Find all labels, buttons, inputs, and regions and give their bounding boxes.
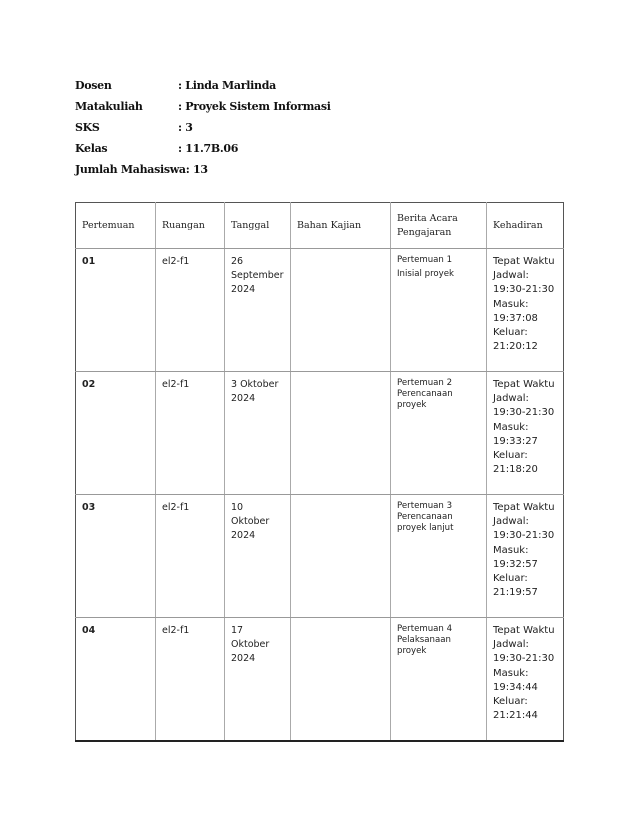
jadwal-value: 19:30-21:30: [493, 284, 555, 296]
cell-kehadiran: [487, 618, 564, 742]
course-info: [75, 75, 435, 180]
kelas-label: Kelas: [75, 142, 108, 155]
cell-ruangan: el2-f1: [156, 372, 225, 495]
cell-pertemuan: 04: [76, 618, 156, 742]
info-row-matakuliah: [75, 96, 435, 117]
cell-berita-acara: [391, 618, 487, 742]
cell-bahan-kajian: [291, 249, 391, 372]
cell-berita-acara: [391, 495, 487, 618]
berita-desc: Inisial proyek: [397, 269, 455, 279]
berita-title: Pertemuan 1: [397, 255, 453, 265]
jadwal-value: 19:30-21:30: [493, 407, 555, 419]
keluar-value: 21:21:44: [493, 710, 538, 722]
keluar-value: 21:18:20: [493, 464, 538, 476]
berita-desc: Perencanaan proyek: [397, 389, 453, 410]
cell-bahan-kajian: [291, 495, 391, 618]
keluar-value: 21:20:12: [493, 341, 538, 353]
jadwal-label: Jadwal:: [493, 516, 529, 528]
cell-ruangan: el2-f1: [156, 618, 225, 742]
jumlah-label: Jumlah Mahasiswa: [75, 163, 186, 176]
keluar-label: Keluar:: [493, 573, 528, 585]
status-text: Tepat Waktu: [493, 256, 555, 267]
masuk-value: 19:37:08: [493, 312, 538, 324]
sks-label: SKS: [75, 121, 100, 134]
cell-kehadiran: [487, 249, 564, 372]
masuk-label: Masuk:: [493, 298, 529, 310]
header-berita-acara: Berita Acara Pengajaran: [391, 203, 487, 249]
matakuliah-value: : Proyek Sistem Informasi: [178, 100, 331, 113]
kelas-value: : 11.7B.06: [178, 142, 239, 155]
jadwal-value: 19:30-21:30: [493, 530, 555, 542]
table-row: [76, 372, 564, 495]
header-bahan-kajian: Bahan Kajian: [291, 203, 391, 249]
jumlah-value: : 13: [185, 163, 208, 176]
table-row: [76, 495, 564, 618]
status-text: Tepat Waktu: [493, 502, 555, 513]
masuk-value: 19:32:57: [493, 558, 538, 570]
cell-tanggal: 10 Oktober 2024: [225, 495, 291, 618]
berita-desc: Perencanaan proyek lanjut: [397, 512, 454, 533]
sks-value: : 3: [178, 121, 193, 134]
table-header-row: [76, 203, 564, 249]
dosen-value: : Linda Marlinda: [178, 79, 276, 92]
keluar-value: 21:19:57: [493, 587, 538, 599]
table-row: [76, 618, 564, 742]
matakuliah-label: Matakuliah: [75, 100, 143, 113]
jadwal-label: Jadwal:: [493, 639, 529, 651]
masuk-label: Masuk:: [493, 421, 529, 433]
info-row-sks: [75, 117, 435, 138]
berita-title: Pertemuan 4: [397, 624, 453, 634]
header-pertemuan: Pertemuan: [76, 203, 156, 249]
keluar-label: Keluar:: [493, 450, 528, 462]
info-row-kelas: [75, 138, 435, 159]
jadwal-value: 19:30-21:30: [493, 653, 555, 665]
info-row-dosen: [75, 75, 435, 96]
cell-pertemuan: 01: [76, 249, 156, 372]
dosen-label: Dosen: [75, 79, 112, 92]
masuk-value: 19:34:44: [493, 681, 538, 693]
jadwal-label: Jadwal:: [493, 393, 529, 405]
info-row-jumlah: [75, 159, 435, 180]
cell-pertemuan: 02: [76, 372, 156, 495]
cell-tanggal: 17 Oktober 2024: [225, 618, 291, 742]
table-row: [76, 249, 564, 372]
cell-tanggal: 26 September 2024: [225, 249, 291, 372]
cell-ruangan: el2-f1: [156, 249, 225, 372]
masuk-label: Masuk:: [493, 667, 529, 679]
header-kehadiran: Kehadiran: [487, 203, 564, 249]
cell-kehadiran: [487, 372, 564, 495]
cell-tanggal: 3 Oktober 2024: [225, 372, 291, 495]
keluar-label: Keluar:: [493, 327, 528, 339]
header-tanggal: Tanggal: [225, 203, 291, 249]
header-ruangan: Ruangan: [156, 203, 225, 249]
status-text: Tepat Waktu: [493, 625, 555, 636]
cell-pertemuan: 03: [76, 495, 156, 618]
jadwal-label: Jadwal:: [493, 270, 529, 282]
attendance-table: [75, 202, 564, 742]
cell-ruangan: el2-f1: [156, 495, 225, 618]
berita-title: Pertemuan 2: [397, 378, 453, 388]
cell-bahan-kajian: [291, 372, 391, 495]
cell-berita-acara: [391, 372, 487, 495]
berita-title: Pertemuan 3: [397, 501, 453, 511]
berita-desc: Pelaksanaan proyek: [397, 635, 451, 656]
masuk-value: 19:33:27: [493, 435, 538, 447]
cell-bahan-kajian: [291, 618, 391, 742]
cell-berita-acara: [391, 249, 487, 372]
cell-kehadiran: [487, 495, 564, 618]
status-text: Tepat Waktu: [493, 379, 555, 390]
masuk-label: Masuk:: [493, 544, 529, 556]
keluar-label: Keluar:: [493, 696, 528, 708]
